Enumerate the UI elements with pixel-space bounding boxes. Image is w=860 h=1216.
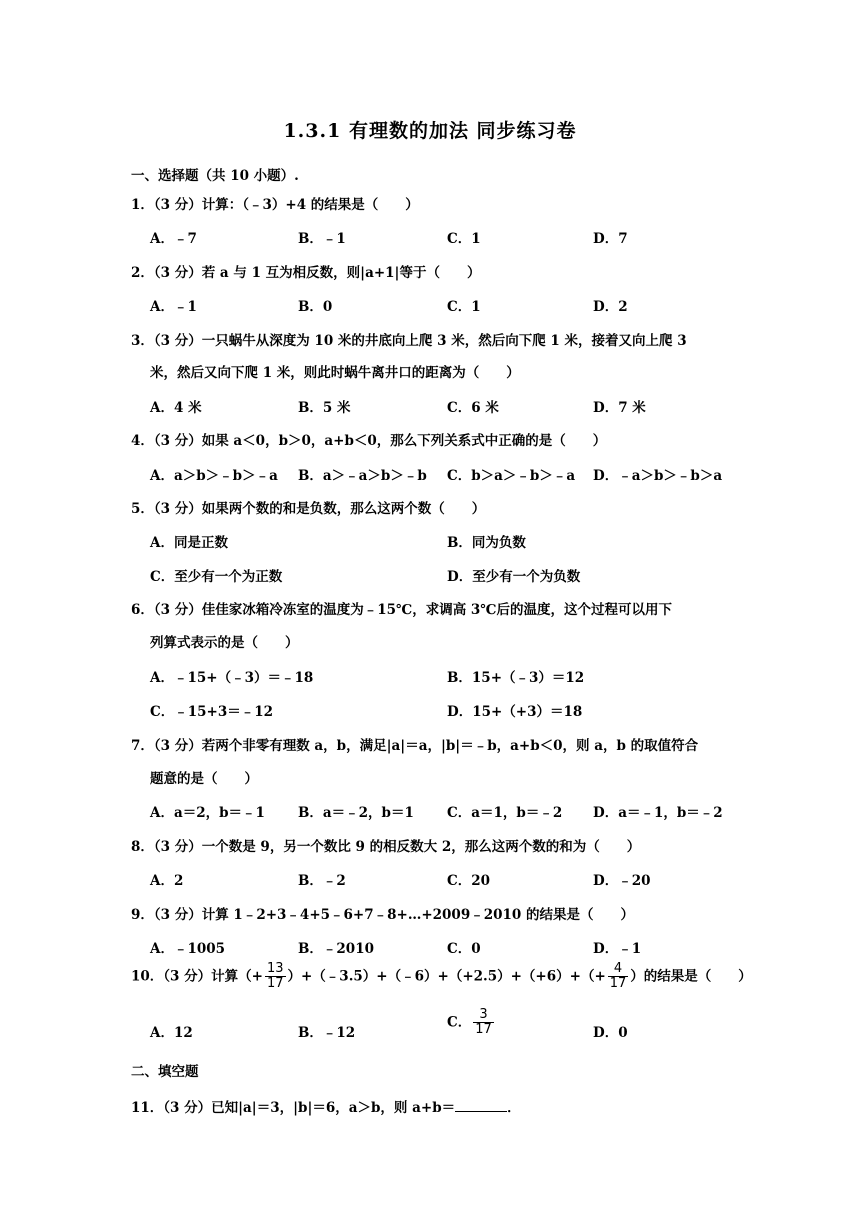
q2-option-b: B．0: [298, 299, 333, 315]
q11-text: 11．（3 分）已知|a|＝3，|b|＝6，a＞b，则 a+b＝: [131, 1100, 456, 1116]
q9-option-c: C．0: [447, 941, 481, 957]
q11-text-end: ．: [507, 1100, 521, 1116]
q6-option-b: B．15+（﹣3）＝12: [447, 670, 585, 686]
q3-option-a: A．4 米: [150, 400, 202, 416]
q10-text-suffix: ）的结果是（ ）: [630, 968, 752, 985]
q6-option-d: D．15+（+3）＝18: [447, 704, 583, 720]
q3-option-c: C．6 米: [447, 400, 499, 416]
q10-fraction-2-denominator: 17: [609, 976, 627, 992]
q10-option-a: A．12: [150, 1025, 193, 1041]
q10-option-c: [447, 1008, 496, 1038]
q10-option-d: D．0: [593, 1025, 628, 1041]
q7-option-a: A．a＝2，b＝﹣1: [150, 805, 265, 821]
q10-fraction-1-numerator: 13: [266, 961, 284, 976]
q4-option-d: D．﹣a＞b＞﹣b＞a: [593, 468, 723, 484]
q9-option-a: A．﹣1005: [150, 941, 226, 957]
section-heading-choice: 一、选择题（共 10 小题）.: [131, 168, 299, 184]
q2-option-c: C．1: [447, 299, 481, 315]
q6-option-c: C．﹣15+3＝﹣12: [150, 704, 274, 720]
q1-option-b: B．﹣1: [298, 231, 346, 247]
page-title: 1.3.1 有理数的加法 同步练习卷: [283, 120, 577, 142]
q7-option-b: B．a＝﹣2，b＝1: [298, 805, 414, 821]
question-7-line-2: 题意的是（ ）: [150, 771, 258, 787]
q10-option-c-denominator: 17: [475, 1022, 492, 1038]
q8-option-b: B．﹣2: [298, 873, 346, 889]
section-heading-fill: 二、填空题: [131, 1064, 199, 1080]
question-7-line-1: 7．（3 分）若两个非零有理数 a，b，满足|a|＝a，|b|＝﹣b，a+b＜0，则 a，b 的取值符合: [131, 738, 699, 754]
q10-option-c-numerator: 3: [473, 1008, 494, 1023]
q6-option-a: A．﹣15+（﹣3）＝﹣18: [150, 670, 314, 686]
question-5: 5．（3 分）如果两个数的和是负数，那么这两个数（ ）: [131, 501, 486, 517]
q1-option-d: D．7: [593, 231, 628, 247]
q5-option-d: D．至少有一个为负数: [447, 569, 581, 585]
q9-option-b: B．﹣2010: [298, 941, 374, 957]
q5-option-a: A．同是正数: [150, 535, 228, 551]
q5-option-b: B．同为负数: [447, 535, 526, 551]
answer-blank: [455, 1099, 507, 1112]
q5-option-c: C．至少有一个为正数: [150, 569, 283, 585]
q10-option-b: B．﹣12: [298, 1025, 356, 1041]
q10-text-prefix: 10．（3 分）计算（+: [131, 968, 263, 985]
q1-option-a: A．﹣7: [150, 231, 197, 247]
q4-option-c: C．b＞a＞﹣b＞﹣a: [447, 468, 576, 484]
question-6-line-2: 列算式表示的是（ ）: [150, 635, 299, 651]
q2-option-d: D．2: [593, 299, 628, 315]
question-8: 8．（3 分）一个数是 9，另一个数比 9 的相反数大 2，那么这两个数的和为（ ）: [131, 839, 641, 855]
q3-option-b: B．5 米: [298, 400, 351, 416]
q1-option-c: C．1: [447, 231, 481, 247]
question-6-line-1: 6．（3 分）佳佳家冰箱冷冻室的温度为﹣15℃，求调高 3℃后的温度，这个过程可以用下: [131, 602, 672, 618]
q2-option-a: A．﹣1: [150, 299, 197, 315]
q8-option-d: D．﹣20: [593, 873, 651, 889]
question-2: 2．（3 分）若 a 与 1 互为相反数，则|a+1|等于（ ）: [131, 265, 481, 281]
q7-option-d: D．a＝﹣1，b＝﹣2: [593, 805, 723, 821]
q10-fraction-1: [265, 962, 286, 992]
q4-option-b: B．a＞﹣a＞b＞﹣b: [298, 468, 427, 484]
q10-fraction-2: [608, 962, 629, 992]
question-9: 9．（3 分）计算 1﹣2+3﹣4+5﹣6+7﹣8+…+2009﹣2010 的结果是（ ）: [131, 907, 634, 923]
q10-option-c-label: C．: [447, 1014, 472, 1031]
q3-option-d: D．7 米: [593, 400, 646, 416]
q8-option-c: C．20: [447, 873, 491, 889]
q10-option-c-fraction: [473, 1008, 494, 1038]
question-3-line-1: 3．（3 分）一只蜗牛从深度为 10 米的井底向上爬 3 米，然后向下爬 1 米，接着又向上爬 3: [131, 333, 687, 349]
question-3-line-2: 米，然后又向下爬 1 米，则此时蜗牛离井口的距离为（ ）: [150, 365, 520, 381]
question-11: [131, 1096, 521, 1116]
q8-option-a: A．2: [150, 873, 184, 889]
q10-text-middle: ）+（﹣3.5）+（﹣6）+（+2.5）+（+6）+（+: [287, 968, 606, 985]
question-1: 1．（3 分）计算：（﹣3）+4 的结果是（ ）: [131, 197, 419, 213]
question-4: 4．（3 分）如果 a＜0，b＞0，a+b＜0，那么下列关系式中正确的是（ ）: [131, 433, 607, 449]
q10-fraction-2-numerator: 4: [608, 962, 629, 977]
q9-option-d: D．﹣1: [593, 941, 642, 957]
q7-option-c: C．a＝1，b＝﹣2: [447, 805, 563, 821]
question-10: [131, 962, 752, 992]
q10-fraction-1-denominator: 17: [266, 976, 284, 992]
q4-option-a: A．a＞b＞﹣b＞﹣a: [150, 468, 278, 484]
